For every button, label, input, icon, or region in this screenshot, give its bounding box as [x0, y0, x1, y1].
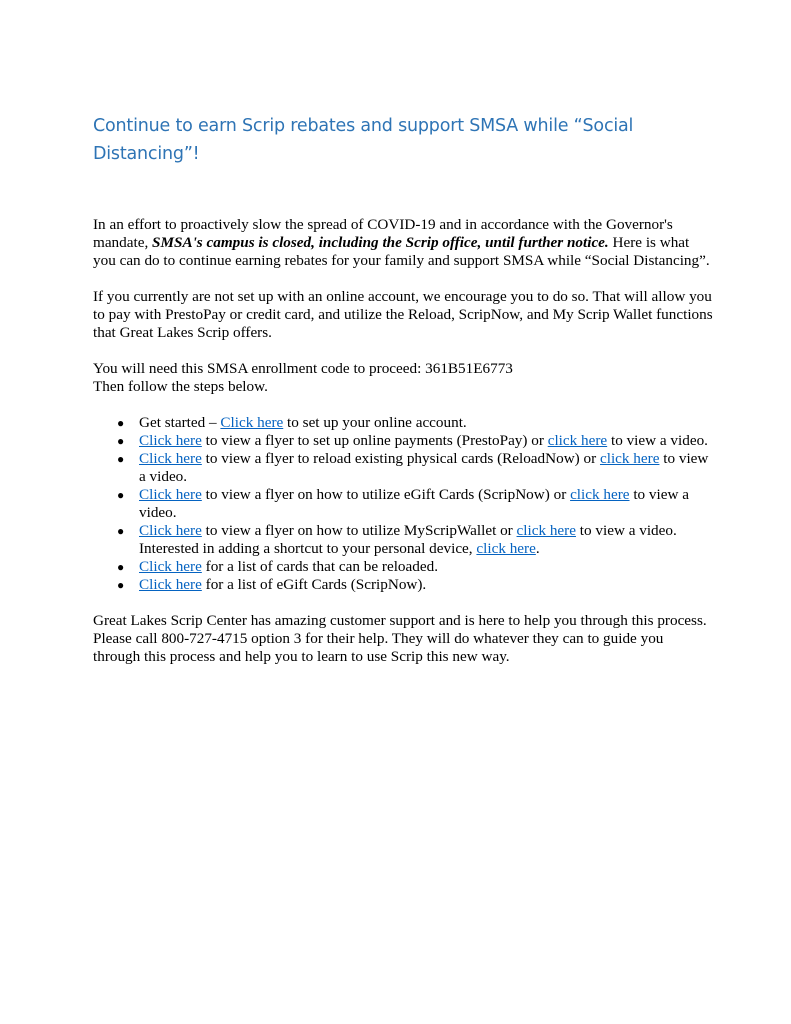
- bullet-icon: ●: [117, 434, 125, 448]
- intro-paragraph: [93, 216, 713, 270]
- online-account-paragraph: If you currently are not set up with an online account, we encourage you to do so. That will allow you to pay with PrestoPay or credit card, and utilize the Reload, ScripNow, and My Scrip Wallet functions that Great Lakes Scrip offers.: [93, 288, 713, 341]
- closure-notice: SMSA's campus is closed, including the Scrip office, until further notice.: [152, 234, 609, 251]
- enrollment-paragraph: [93, 360, 713, 396]
- bullet-icon: ●: [117, 578, 125, 592]
- steps-intro-line: Then follow the steps below.: [93, 378, 268, 395]
- list-item: ● Click here for a list of eGift Cards (ScripNow).: [117, 576, 427, 593]
- list-item: ● Click here to view a flyer to reload existing physical cards (ReloadNow) or click here to view a video.: [117, 450, 709, 485]
- setup-account-link[interactable]: Click here: [220, 414, 284, 431]
- list-item: ● Get started – Click here to set up your online account.: [117, 414, 467, 431]
- scripnow-flyer-link[interactable]: Click here: [139, 486, 202, 503]
- bullet-icon: ●: [117, 524, 125, 538]
- prestopay-video-link[interactable]: click here: [547, 432, 608, 449]
- shortcut-link[interactable]: click here: [476, 540, 536, 557]
- list-item: ● Click here to view a flyer to set up online payments (PrestoPay) or click here to view a video.: [117, 432, 708, 449]
- bullet-icon: ●: [117, 488, 125, 502]
- list-item: ● Click here for a list of cards that can be reloaded.: [117, 558, 438, 575]
- myscripwallet-video-link[interactable]: click here: [516, 522, 576, 539]
- scripnow-video-link[interactable]: click here: [570, 486, 630, 503]
- prestopay-flyer-link[interactable]: Click here: [139, 432, 202, 449]
- intro-text: In an effort to proactively slow the spread of COVID-19 and in accordance with the Governor's mandate,: [93, 216, 673, 251]
- reloadnow-video-link[interactable]: click here: [599, 450, 660, 467]
- bullet-icon: ●: [117, 416, 125, 430]
- list-item: ● Click here to view a flyer on how to utilize MyScripWallet or click here to view a video. Interested in adding a shortcut to your personal device, click here.: [117, 522, 677, 557]
- enrollment-code-line: You will need this SMSA enrollment code to proceed: 361B51E6773: [93, 360, 513, 377]
- bullet-icon: ●: [117, 452, 125, 466]
- myscripwallet-flyer-link[interactable]: Click here: [139, 522, 202, 539]
- bullet-icon: ●: [117, 560, 125, 574]
- list-item: ● Click here to view a flyer on how to utilize eGift Cards (ScripNow) or click here to view a video.: [117, 486, 689, 521]
- support-paragraph: Great Lakes Scrip Center has amazing customer support and is here to help you through this process. Please call 800-727-4715 option 3 for their help. They will do whatever they can to guide you through this process and help you to learn to use Scrip this new way.: [93, 612, 707, 665]
- page-title: Continue to earn Scrip rebates and support SMSA while “Social Distancing”!: [93, 116, 634, 164]
- reloadable-cards-link[interactable]: Click here: [139, 558, 202, 575]
- reloadnow-flyer-link[interactable]: Click here: [139, 450, 202, 467]
- steps-list: [93, 414, 713, 594]
- intro-text-continued: Here is what you can do to continue earning rebates for your family and support SMSA while “Social Distancing”.: [93, 234, 710, 269]
- egift-cards-link[interactable]: Click here: [139, 576, 202, 593]
- document-body: [93, 216, 713, 684]
